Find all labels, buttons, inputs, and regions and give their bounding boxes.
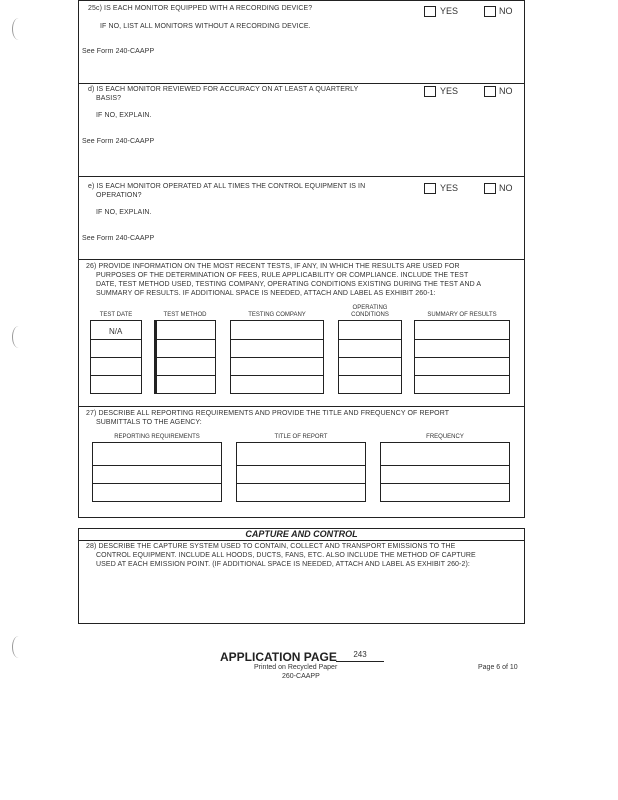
q25e-yes-checkbox[interactable] (424, 183, 436, 194)
col-reporting-requirements: REPORTING REQUIREMENTS (114, 434, 200, 440)
q26-line1: 26) PROVIDE INFORMATION ON THE MOST RECENT TESTS, IF ANY, IN WHICH THE RESULTS ARE USED FOR (86, 263, 460, 270)
q25d-no-label: NO (499, 86, 513, 96)
q28-line2: CONTROL EQUIPMENT. INCLUDE ALL HOODS, DUCTS, FANS, ETC. ALSO INCLUDE THE METHOD OF CAPTURE (96, 552, 476, 559)
q25d-yes-checkbox[interactable] (424, 86, 436, 97)
capture-control-heading: CAPTURE AND CONTROL (245, 529, 358, 539)
col-operating-conditions: OPERATING CONDITIONS (351, 305, 389, 318)
recycled-paper-note: Printed on Recycled Paper (254, 664, 338, 671)
divider (78, 259, 525, 260)
q25e-yes-label: YES (440, 183, 459, 193)
form-id: 260-CAAPP (282, 673, 320, 680)
q25e-no-checkbox[interactable] (484, 183, 496, 194)
page-number-underline (336, 661, 384, 662)
divider (78, 176, 525, 177)
col-summary-results: SUMMARY OF RESULTS (427, 312, 497, 318)
q25e-instruction: IF NO, EXPLAIN. (96, 209, 152, 216)
operating-conditions-column[interactable] (338, 320, 402, 394)
q26-line4: SUMMARY OF RESULTS. IF ADDITIONAL SPACE IS NEEDED, ATTACH AND LABEL AS EXHIBIT 260-1: (96, 290, 436, 297)
divider (78, 540, 525, 541)
page-of-label: Page 6 of 10 (478, 664, 518, 671)
q25d-instruction: IF NO, EXPLAIN. (96, 112, 152, 119)
q28-line3: USED AT EACH EMISSION POINT. (IF ADDITIONAL SPACE IS NEEDED, ATTACH AND LABEL AS EXHIBIT 260-2): (96, 561, 470, 568)
title-of-report-column[interactable] (236, 442, 366, 502)
q26-line3: DATE, TEST METHOD USED, TESTING COMPANY, OPERATING CONDITIONS EXISTING DURING THE TEST AND A (96, 281, 482, 288)
q25c-yes-checkbox[interactable] (424, 6, 436, 17)
summary-results-column[interactable] (414, 320, 510, 394)
q25c-question: 25c) IS EACH MONITOR EQUIPPED WITH A RECORDING DEVICE? (88, 5, 313, 12)
q25e-see-form: See Form 240-CAAPP (82, 235, 155, 242)
binder-hole-mark (12, 636, 25, 658)
binder-hole-mark (12, 326, 25, 348)
q25d-yes-label: YES (440, 86, 459, 96)
q25c-yes-label: YES (440, 6, 459, 16)
q25c-no-label: NO (499, 6, 513, 16)
col-title-of-report: TITLE OF REPORT (274, 434, 328, 440)
binder-hole-mark (12, 18, 25, 40)
col-test-method: TEST METHOD (163, 312, 207, 318)
q27-line1: 27) DESCRIBE ALL REPORTING REQUIREMENTS AND PROVIDE THE TITLE AND FREQUENCY OF REPORT (86, 410, 450, 417)
q25e-question-cont: OPERATION? (96, 192, 142, 199)
application-page-number: 243 (353, 650, 367, 659)
divider (78, 406, 525, 407)
testing-company-column[interactable] (230, 320, 324, 394)
q26-line2: PURPOSES OF THE DETERMINATION OF FEES, RULE APPLICABILITY OR COMPLIANCE. INCLUDE THE TEST (96, 272, 469, 279)
test-method-column[interactable] (154, 320, 216, 394)
application-page-label: APPLICATION PAGE (220, 650, 337, 664)
test-date-na: N/A (109, 327, 123, 336)
q25c-no-checkbox[interactable] (484, 6, 496, 17)
q25d-question-cont: BASIS? (96, 95, 122, 102)
q25d-question: d) IS EACH MONITOR REVIEWED FOR ACCURACY ON AT LEAST A QUARTERLY (88, 86, 359, 93)
frequency-column[interactable] (380, 442, 510, 502)
q25d-no-checkbox[interactable] (484, 86, 496, 97)
divider (78, 83, 525, 84)
q25e-question: e) IS EACH MONITOR OPERATED AT ALL TIMES THE CONTROL EQUIPMENT IS IN (88, 183, 366, 190)
q25c-see-form: See Form 240-CAAPP (82, 48, 155, 55)
q25e-no-label: NO (499, 183, 513, 193)
reporting-requirements-column[interactable] (92, 442, 222, 502)
test-date-column[interactable] (90, 320, 142, 394)
col-frequency: FREQUENCY (426, 434, 464, 440)
q28-line1: 28) DESCRIBE THE CAPTURE SYSTEM USED TO CONTAIN, COLLECT AND TRANSPORT EMISSIONS TO THE (86, 543, 456, 550)
q25c-instruction: IF NO, LIST ALL MONITORS WITHOUT A RECORDING DEVICE. (100, 23, 311, 30)
q27-line2: SUBMITTALS TO THE AGENCY: (96, 419, 202, 426)
col-test-date: TEST DATE (99, 312, 133, 318)
q25d-see-form: See Form 240-CAAPP (82, 138, 155, 145)
col-testing-company: TESTING COMPANY (248, 312, 306, 318)
